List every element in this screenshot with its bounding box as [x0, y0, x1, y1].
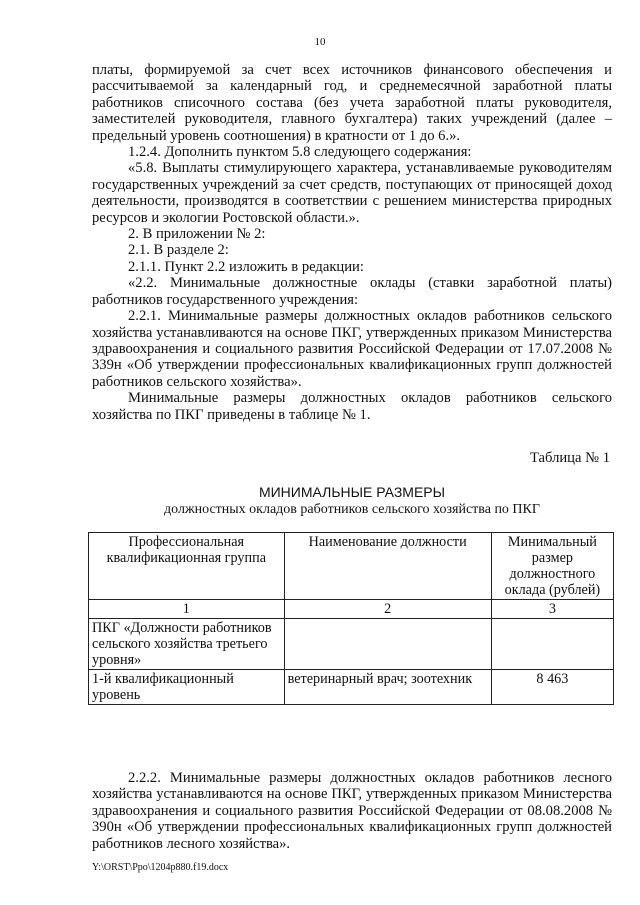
table-label: Таблица № 1	[530, 450, 610, 466]
table-cell: ветеринарный врач; зоотехник	[284, 670, 491, 705]
table-title: МИНИМАЛЬНЫЕ РАЗМЕРЫ	[258, 484, 446, 500]
column-number-row	[89, 600, 614, 619]
table-cell: 1-й квалификационный уровень	[89, 670, 285, 705]
table-row	[89, 619, 614, 670]
paragraph-2-2: «2.2. Минимальные должностные оклады (ставки заработной платы) работников государственного учреждения:	[92, 275, 612, 308]
paragraph-appendix-2: 2. В приложении № 2:	[128, 226, 266, 243]
header-cell: Профессиональная квалификационная группа	[89, 533, 285, 600]
header-cell: Наименование должности	[284, 533, 491, 600]
column-number-cell: 1	[89, 600, 285, 619]
page-number: 10	[314, 36, 326, 48]
paragraph-table-ref: Минимальные размеры должностных окладов работников сельского хозяйства по ПКГ приведены в таблице № 1.	[92, 390, 612, 423]
paragraph-5-8: «5.8. Выплаты стимулирующего характера, устанавливаемые руководителям государственных учреждений за счет средств, поступающих от приносящей доход деятельности, производятся в соответствии с решением министерства природных ресурсов и экологии Ростовской области.».	[92, 160, 612, 226]
paragraph-1-2-4: 1.2.4. Дополнить пунктом 5.8 следующего содержания:	[128, 144, 472, 161]
column-number-cell: 3	[491, 600, 613, 619]
table-cell	[284, 619, 491, 670]
after-table-text	[92, 770, 612, 852]
table-title-block	[92, 484, 612, 518]
column-number-cell: 2	[284, 600, 491, 619]
body-text	[92, 62, 612, 423]
table-subtitle: должностных окладов работников сельского хозяйства по ПКГ	[164, 502, 540, 517]
paragraph-section-2: 2.1. В разделе 2:	[128, 242, 229, 259]
salary-table	[88, 532, 614, 705]
table-header-row	[89, 533, 614, 600]
file-path-footer: Y:\ORST\Ppo\1204p880.f19.docx	[92, 862, 229, 873]
paragraph-2-2-2: 2.2.2. Минимальные размеры должностных окладов работников лесного хозяйства устанавливаются на основе ПКГ, утвержденных приказом Министерства здравоохранения и социального развития Российской Федерации от 08.08.2008 № 390н «Об утверждении профессиональных квалификационных групп должностей работников лесного хозяйства».	[92, 770, 612, 852]
paragraph-2-2-1: 2.2.1. Минимальные размеры должностных окладов работников сельского хозяйства устанавливаются на основе ПКГ, утвержденных приказом Министерства здравоохранения и социального развития Российской Федерации от 17.07.2008 № 339н «Об утверждении профессиональных квалификационных групп должностей работников сельского хозяйства».	[92, 308, 612, 390]
table-cell	[491, 619, 613, 670]
table-cell: ПКГ «Должности работников сельского хозяйства третьего уровня»	[89, 619, 285, 670]
paragraph-continuation: платы, формируемой за счет всех источников финансового обеспечения и рассчитываемой за календарный год, и среднемесячной заработной платы работников списочного состава (без учета заработной платы руководителя, заместителей руководителя, главного бухгалтера) таких учреждений (далее – предельный уровень соотношения) в кратности от 1 до 6.».	[92, 62, 612, 144]
header-cell: Минимальный размер должностного оклада (рублей)	[491, 533, 613, 600]
table-cell: 8 463	[491, 670, 613, 705]
table-row	[89, 670, 614, 705]
paragraph-2-1-1: 2.1.1. Пункт 2.2 изложить в редакции:	[128, 258, 364, 275]
